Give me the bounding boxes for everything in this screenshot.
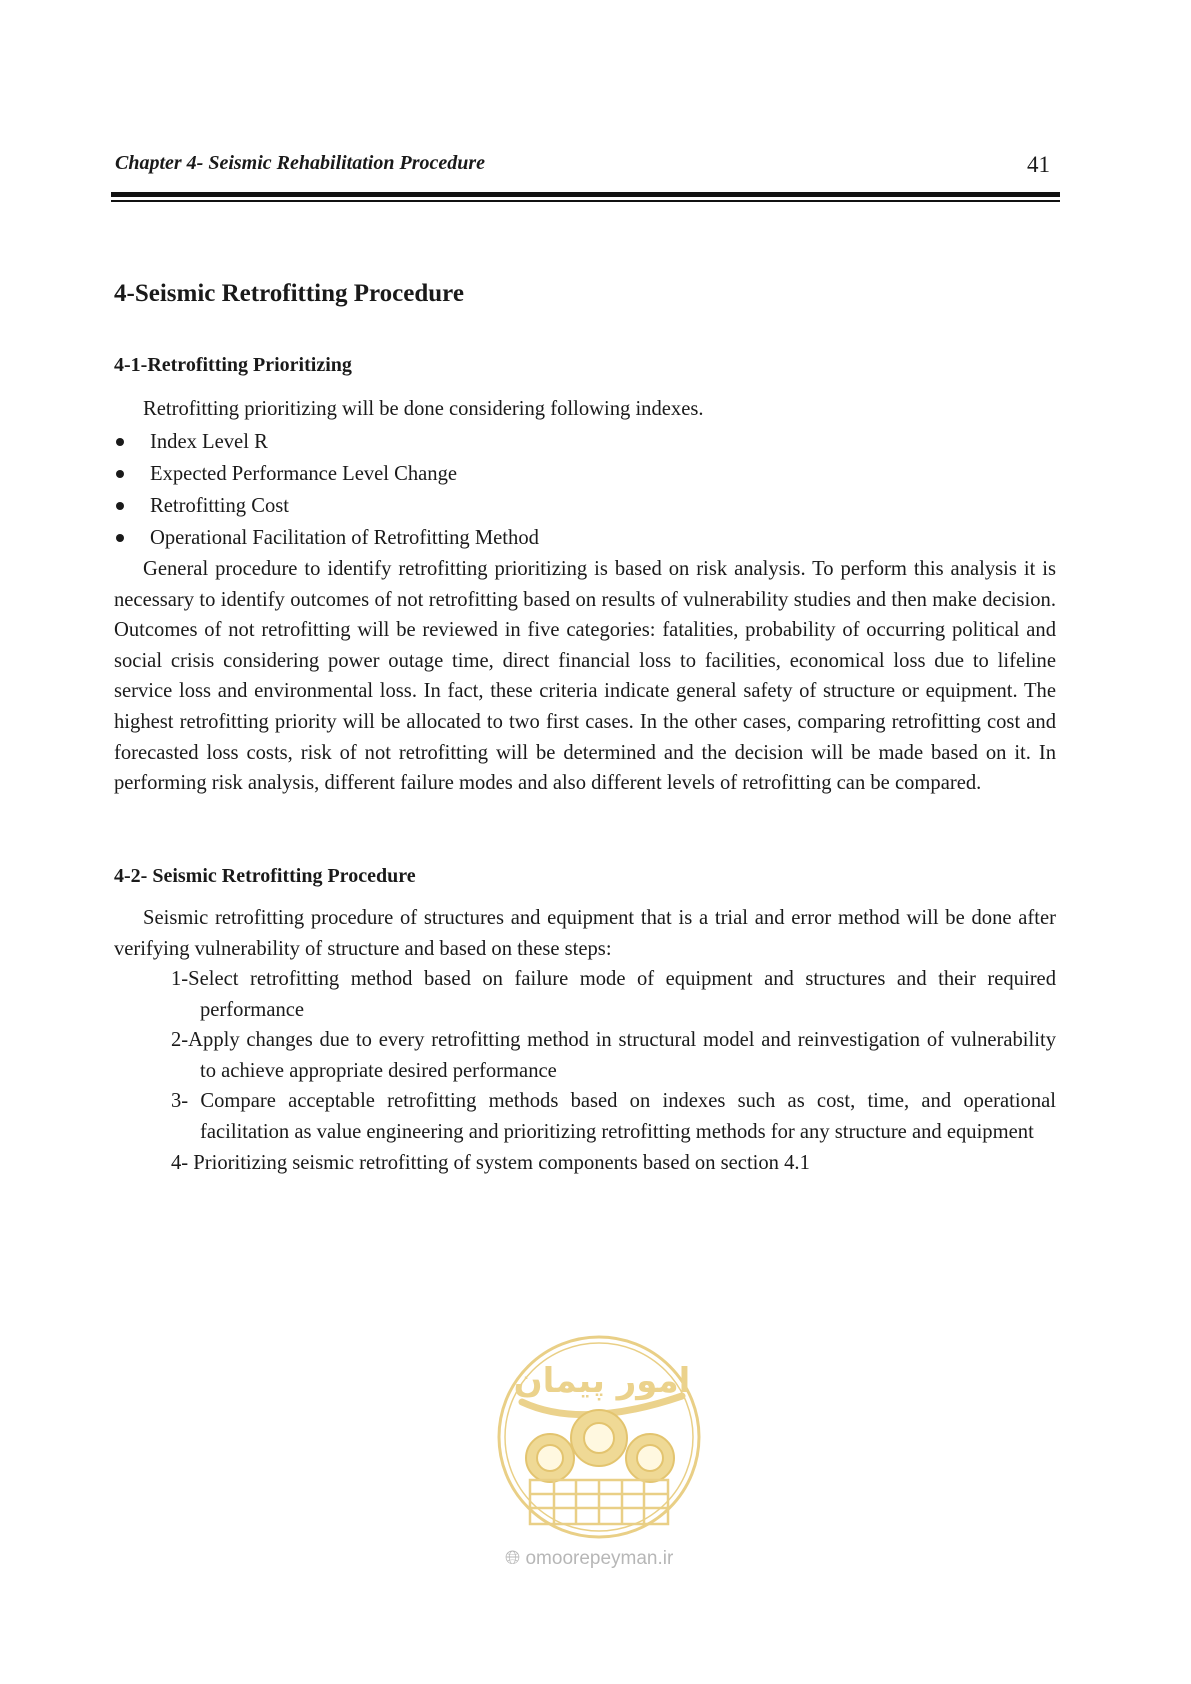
chapter-title: Chapter 4- Seismic Rehabilitation Procedure: [115, 152, 486, 174]
running-head: [115, 152, 1060, 182]
header-rule: [111, 192, 1060, 197]
subsection-heading-4-1: 4-1-Retrofitting Prioritizing: [114, 354, 352, 376]
document-page: Chapter 4- Seismic Rehabilitation Procedure 41 4-Seismic Retrofitting Procedure 4-1-Retrofitting Prioritizing Retrofitting prioritizing will be done considering following indexes. Index Level R Expected Performance Level Change Retrofitting Cost Operational Facilitation of Retrofitting Method General procedure to identify retrofitting prioritizing is based on risk analysis. To perform this analysis it is necessary to identify outcomes of not retrofitting based on results of vulnerability studies and then make decision. Outcomes of not retrofitting will be reviewed in five categories: fatalities, probability of occurring political and social crisis considering power outage time, direct financial loss to facilities, economical loss due to lifeline service loss and environmental loss. In fact, these criteria indicate general safety of structure or equipment. The highest retrofitting priority will be allocated to two first cases. In the other cases, comparing retrofitting cost and forecasted loss costs, risk of not retrofitting will be determined and the decision will be made based on it. In performing risk analysis, different failure modes and also different levels of retrofitting can be compared. 4-2- Seismic Retrofitting Procedure Seismic retrofitting procedure of structures and equipment that is a trial and error method will be done after verifying vulnerability of structure and based on these steps: 1-Select retrofitting method based on failure mode of equipment and structures and their required performance 2-Apply changes due to every retrofitting method in structural model and reinvestigation of vulnerability to achieve appropriate desired performance 3- Compare acceptable retrofitting methods based on indexes such as cost, time, and operational facilitation as value engineering and prioritizing retrofitting methods for any structure and equipment 4- Prioritizing seismic retrofitting of system components based on section 4.1 امور پیمان 🌐︎ omoorepeyman.ir: [0, 0, 1191, 1684]
body-paragraph-risk-analysis: General procedure to identify retrofitting prioritizing is based on risk analysis. To perform this analysis it is necessary to identify outcomes of not retrofitting based on results of vulnerability studies and then make decision. Outcomes of not retrofitting will be reviewed in five categories: fatalities, probability of occurring political and social crisis considering power outage time, direct financial loss to facilities, economical loss due to lifeline service loss and environmental loss. In fact, these criteria indicate general safety of structure or equipment. The highest retrofitting priority will be allocated to two first cases. In the other cases, comparing retrofitting cost and forecasted loss costs, risk of not retrofitting will be determined and the decision will be made based on it. In performing risk analysis, different failure modes and also different levels of retrofitting can be compared.: [114, 558, 1056, 795]
header-rule-thin: [111, 200, 1060, 202]
bullet-icon: [116, 534, 124, 542]
globe-icon: 🌐︎: [505, 1548, 521, 1569]
watermark-logo: [492, 1330, 706, 1544]
body-paragraph-procedure: Seismic retrofitting procedure of structures and equipment that is a trial and error method will be done after verifying vulnerability of structure and based on these steps:: [114, 907, 1056, 960]
step-item: 4- Prioritizing seismic retrofitting of system components based on section 4.1: [171, 1151, 810, 1174]
bullet-icon: [116, 502, 124, 510]
step-item: 3- Compare acceptable retrofitting methods based on indexes such as cost, time, and operational facilitation as value engineering and prioritizing retrofitting methods for any structure and equipment: [171, 1090, 1056, 1143]
logo-lettering: امور پیمان: [513, 1361, 691, 1401]
subsection-heading-4-2: 4-2- Seismic Retrofitting Procedure: [114, 865, 416, 887]
procedure-steps-list: [171, 964, 1056, 1178]
watermark-caption: 🌐︎ omoorepeyman.ir: [505, 1548, 674, 1569]
bullet-icon: [116, 470, 124, 478]
bullet-icon: [116, 438, 124, 446]
step-item: 2-Apply changes due to every retrofitting method in structural model and reinvestigation of vulnerability to achieve appropriate desired performance: [171, 1029, 1056, 1082]
section-heading: 4-Seismic Retrofitting Procedure: [114, 280, 464, 307]
intro-sentence: Retrofitting prioritizing will be done considering following indexes.: [143, 398, 704, 420]
step-item: 1-Select retrofitting method based on failure mode of equipment and structures and their required performance: [171, 968, 1056, 1021]
page-number: 41: [1027, 152, 1050, 177]
